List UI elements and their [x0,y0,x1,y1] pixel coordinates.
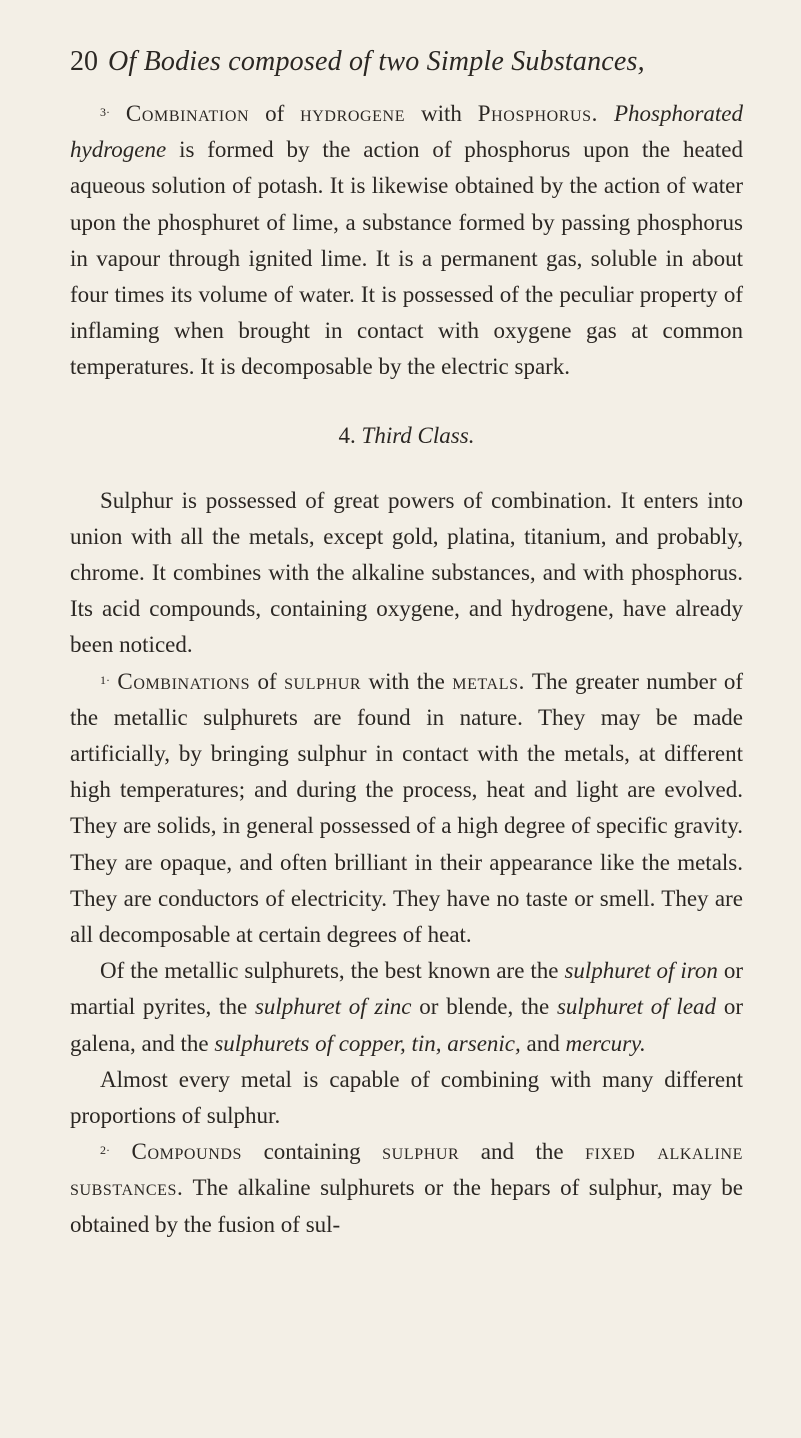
paragraph-body: is formed by the action of phosphorus upon the heated aqueous solution of potash. It is likewise obtained by the action of water upon the phosphuret of lime, a substance formed by passing phosphorus in vapour through ignited lime. It is a permanent gas, soluble in about four times its volume of water. It is possessed of the peculiar property of inflaming when brought in contact with oxygene gas at common temperatures. It is decomposable by the electric spark. [70,137,743,380]
lead-word: Combination [125,101,250,126]
small-caps-term: sulphur [382,1139,460,1165]
paragraph-body: The greater number of the metallic sulphurets are found in nature. They may be made artificially, by bringing sulphur in contact with the metals, at different high temperatures; and during the process, heat and light are evolved. They are solids, in general possessed of a high degree of specific gravity. They are opaque, and often brilliant in their appearance like the metals. They are conductors of electricity. They have no taste or smell. They are all decomposable at certain degrees of heat. [70,668,743,948]
small-caps-term: fixed alkaline substances. [70,1139,743,1201]
paragraph-proportions: Almost every metal is capable of combining with many different proportions of sulphur. [70,1066,743,1129]
small-caps-term: sulphur [284,668,362,694]
paragraph-metallic-sulphurets: Of the metallic sulphurets, the best known are the sulphuret of iron or martial pyrites, the sulphuret of zinc or blende, the sulphuret of lead or galena, and the sulphurets of copper, tin, arsenic, and mercury. [70,958,743,1056]
italic-term: sulphurets of copper, tin, arsenic, [214,1030,521,1056]
running-title: Of Bodies composed of two Simple Substances, [108,46,645,77]
paragraph-number: 3· [100,105,110,119]
lead-word: Combinations [117,668,251,694]
section-number: 4. [338,422,356,448]
section-heading [70,423,743,449]
paragraph-body: The alkaline sulphurets or the hepars of sulphur, may be obtained by the fusion of sul- [70,1175,743,1237]
paragraph-number: 1· [100,672,110,687]
italic-term: Phosphorated hydrogene [70,101,743,163]
small-caps-term: Phosphorus. [477,101,599,126]
section-title: Third Class. [361,422,475,448]
italic-term: mercury. [565,1030,646,1056]
italic-term: sulphuret of zinc [254,994,412,1020]
page-number: 20 [70,46,98,77]
running-head [70,46,743,78]
paragraph-sulphur-intro: Sulphur is possessed of great powers of combination. It enters into union with all the metals, except gold, platina, titanium, and probably, chrome. It combines with the alkaline substances, and with phosphorus. Its acid compounds, containing oxygene, and hydrogene, have already been noticed. [70,487,743,658]
small-caps-term: metals. [452,668,525,694]
paragraph-number: 2· [100,1143,110,1158]
paragraph-phosphorus: $^{3\cdot}$ Combination of hydrogene with Phosphorus. Phosphorated hydrogene is formed by the action of phosphorus upon the heated aqueous solution of potash. It is likewise obtained by the action of water upon the phosphuret of lime, a substance formed by passing phosphorus in vapour through ignited lime. It is a permanent gas, soluble in about four times its volume of water. It is possessed of the peculiar property of inflaming when brought in contact with oxygene gas at common temperatures. It is decomposable by the electric spark. [70,101,743,380]
paragraph-sulphur-metals: $^{1\cdot}$ Combinations of sulphur with the metals. The greater number of the metallic sulphurets are found in nature. They may be made artificially, by bringing sulphur in contact with the metals, at different high temperatures; and during the process, heat and light are evolved. They are solids, in general possessed of a high degree of specific gravity. They are opaque, and often brilliant in their appearance like the metals. They are conductors of electricity. They have no taste or smell. They are all decomposable at certain degrees of heat. [70,668,743,948]
italic-term: sulphuret of iron [564,958,718,984]
italic-term: sulphuret of lead [556,994,717,1020]
lead-word: Compounds [131,1139,243,1165]
small-caps-term: hydrogene [300,101,406,126]
paragraph-alkaline-compounds: $^{2\cdot}$ Compounds containing sulphur and the fixed alkaline substances. The alkaline sulphurets or the hepars of sulphur, may be obtained by the fusion of sul- [70,1139,743,1237]
